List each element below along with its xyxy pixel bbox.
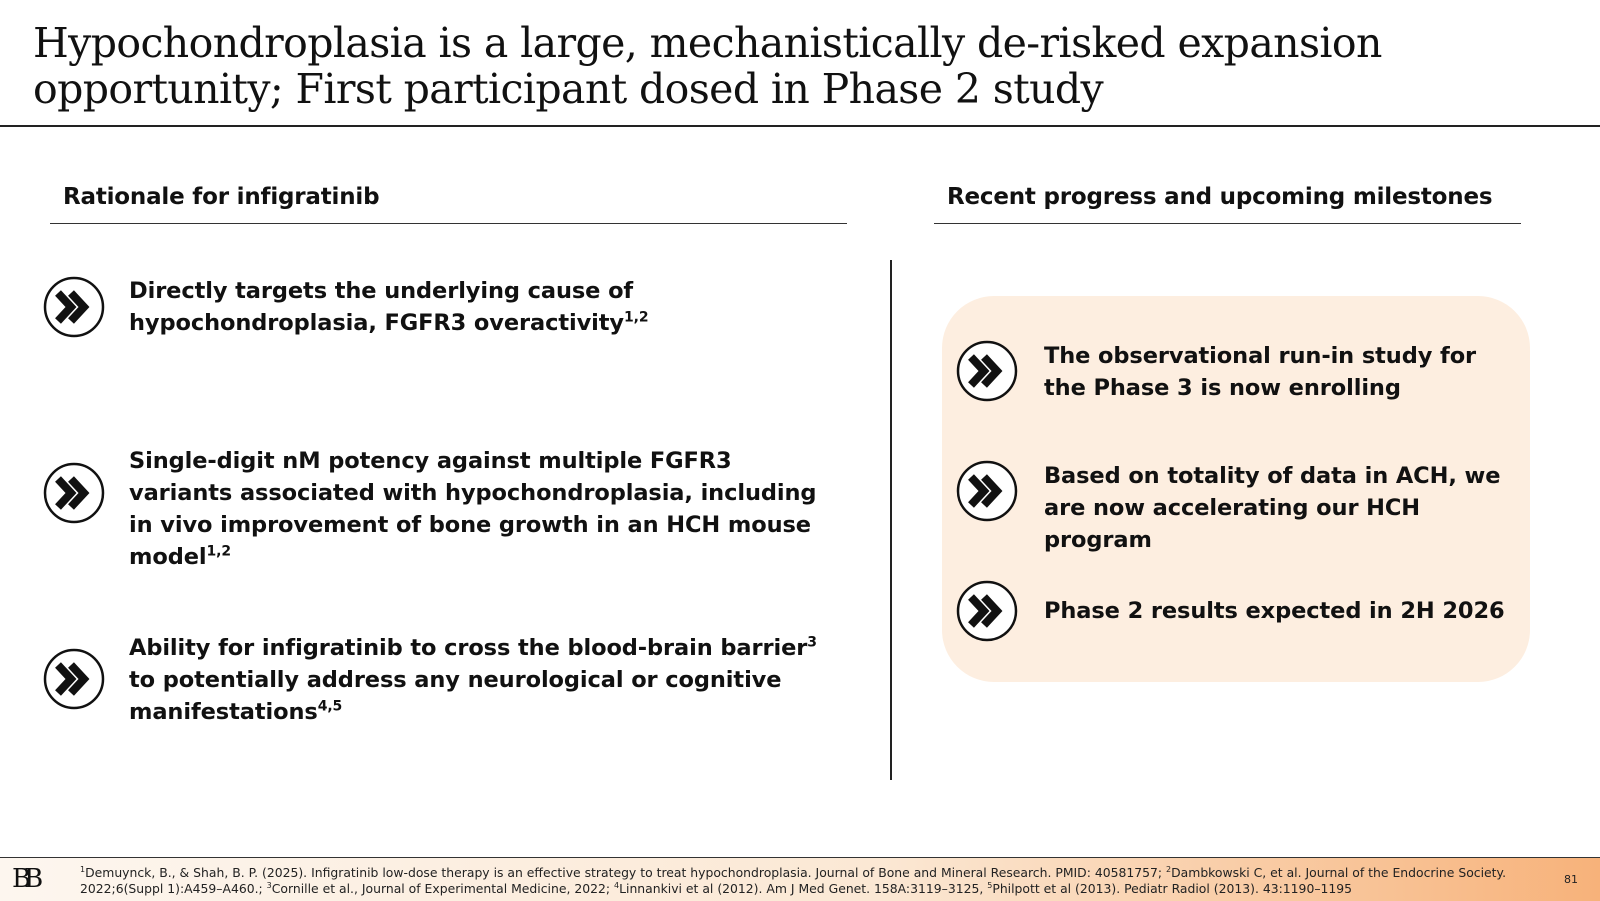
ref-3-text: Cornille et al., Journal of Experimental Medicine, 2022; <box>271 881 614 896</box>
slide-title: Hypochondroplasia is a large, mechanistically de-risked expansion opportunity; First participant dosed in Phase 2 study <box>33 19 1382 113</box>
footer <box>0 857 1600 901</box>
rationale-bullet-1 <box>129 275 829 339</box>
rationale-bullet-3-ref-a: 3 <box>807 634 817 651</box>
double-chevron-right-circle-icon <box>956 580 1018 642</box>
rationale-bullet-1-text: Directly targets the underlying cause of hypochondroplasia, FGFR3 overactivity <box>129 278 634 336</box>
ref-5-text: Philpott et al (2013). Pediatr Radiol (2013). 43:1190–1195 <box>992 881 1353 896</box>
company-logo: BB <box>12 864 37 894</box>
double-chevron-right-circle-icon <box>43 648 105 710</box>
ref-1-text: Demuynck, B., & Shah, B. P. (2025). Infigratinib low-dose therapy is an effective strategy to treat hypochondroplasia. Journal of Bone and Mineral Research. PMID: 40581757; <box>85 865 1167 880</box>
title-divider <box>0 125 1600 127</box>
rationale-bullet-2-ref: 1,2 <box>206 543 231 560</box>
double-chevron-right-circle-icon <box>43 276 105 338</box>
rationale-bullet-3-ref-b: 4,5 <box>317 698 343 715</box>
ref-5-marker: 5 <box>987 880 993 890</box>
rationale-bullet-3 <box>129 632 829 728</box>
ref-2-text: Dambkowski C, et al. Journal of the Endocrine Society. 2022;6(Suppl 1):A459–A460.; <box>80 865 1507 896</box>
page-number: 81 <box>1564 873 1578 886</box>
double-chevron-right-circle-icon <box>956 340 1018 402</box>
ref-2-marker: 2 <box>1166 864 1172 874</box>
double-chevron-right-circle-icon <box>43 462 105 524</box>
ref-4-text: Linnankivi et al (2012). Am J Med Genet. 158A:3119–3125, <box>619 881 988 896</box>
column-divider <box>890 260 892 780</box>
footnote-references <box>80 865 1520 897</box>
ref-4-marker: 4 <box>614 880 620 890</box>
rationale-heading-rule <box>50 223 847 224</box>
ref-1-marker: 1 <box>80 864 86 874</box>
milestone-item-3: Phase 2 results expected in 2H 2026 <box>1044 598 1505 624</box>
rationale-bullet-3-text-a: Ability for infigratinib to cross the blood-brain barrier <box>129 635 808 661</box>
rationale-bullet-1-ref: 1,2 <box>624 309 649 326</box>
double-chevron-right-circle-icon <box>956 460 1018 522</box>
rationale-bullet-2-text: Single-digit nM potency against multiple FGFR3 variants associated with hypochondroplasia, including in vivo improvement of bone growth in an HCH mouse model <box>129 448 817 570</box>
rationale-heading: Rationale for infigratinib <box>63 184 380 210</box>
rationale-bullet-3-text-b: to potentially address any neurological or cognitive manifestations <box>129 667 782 725</box>
ref-3-marker: 3 <box>266 880 272 890</box>
milestone-item-2: Based on totality of data in ACH, we are now accelerating our HCH program <box>1044 463 1501 553</box>
milestones-heading-rule <box>934 223 1521 224</box>
milestone-item-1: The observational run-in study for the Phase 3 is now enrolling <box>1044 343 1477 401</box>
milestones-heading: Recent progress and upcoming milestones <box>947 184 1493 210</box>
rationale-bullet-2 <box>129 445 829 573</box>
